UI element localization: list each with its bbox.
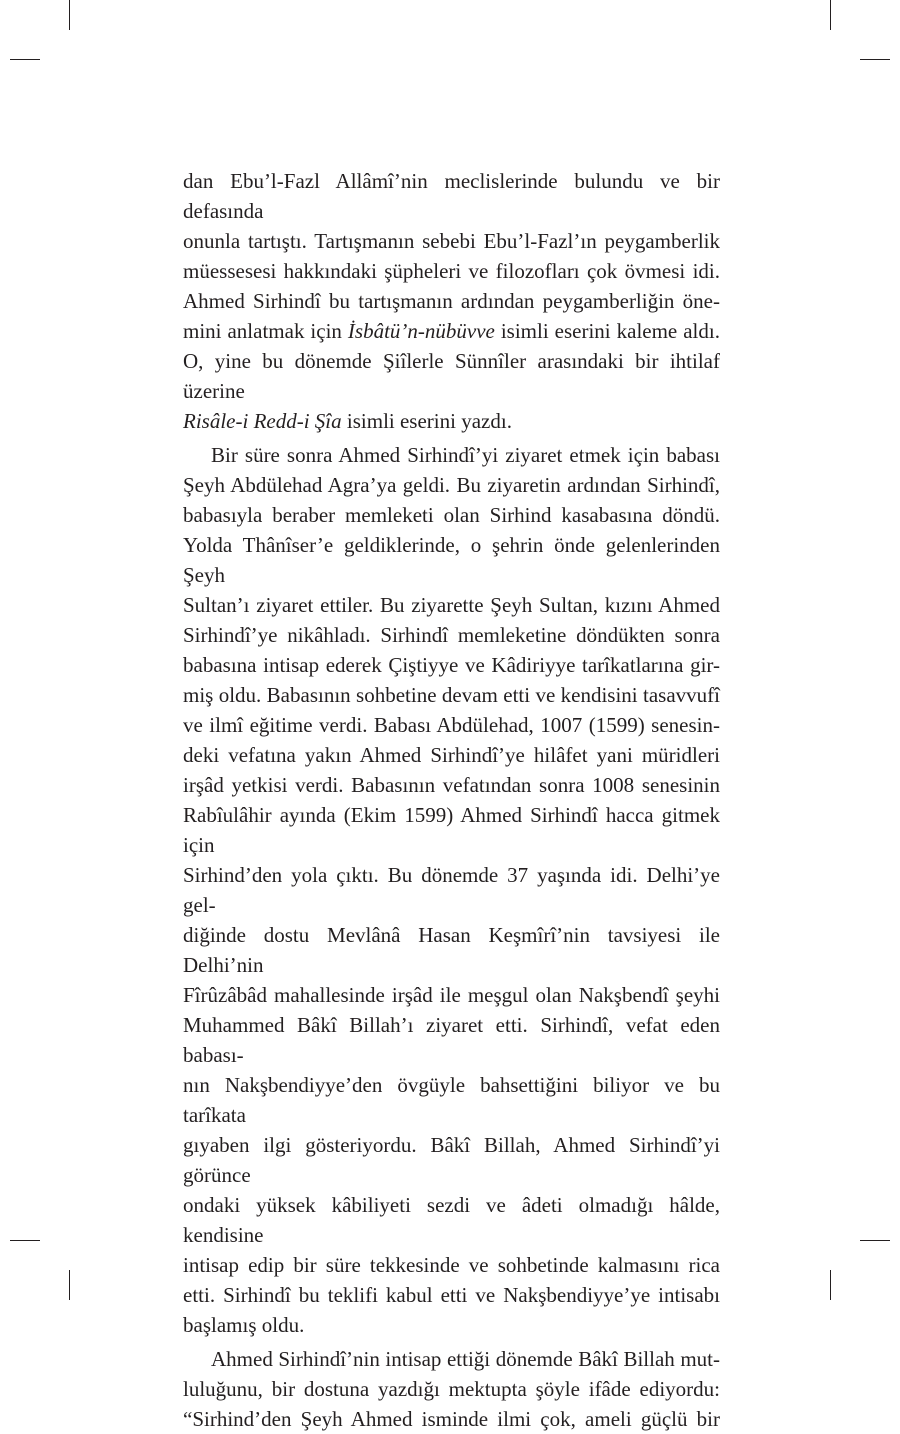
paragraph <box>183 440 720 1340</box>
text-line: Ahmed Sirhindî bu tartışmanın ardından peygamberliğin öne- <box>183 289 720 313</box>
crop-mark-top-left <box>69 0 70 30</box>
text-line: dan Ebu’l-Fazl Allâmî’nin meclislerinde bulundu ve bir defasında <box>183 169 720 223</box>
text-line: Rabîulâhir ayında (Ekim 1599) Ahmed Sirhindî hacca gitmek için <box>183 803 720 857</box>
text-line: O, yine bu dönemde Şiîlerle Sünnîler arasındaki bir ihtilaf üzerine <box>183 349 720 403</box>
paragraph <box>183 1344 720 1434</box>
text-line: Sirhind’den yola çıktı. Bu dönemde 37 yaşında idi. Delhi’ye gel- <box>183 863 720 917</box>
text-line: “Sirhind’den Şeyh Ahmed isminde ilmi çok, ameli güçlü bir <box>183 1407 720 1431</box>
text-line: müessesesi hakkındaki şüpheleri ve filozofları çok övmesi idi. <box>183 259 720 283</box>
book-title-italic: İsbâtü’n-nübüvve <box>347 319 495 343</box>
crop-mark-right-top <box>860 59 890 60</box>
text-line: ondaki yüksek kâbiliyeti sezdi ve âdeti olmadığı hâlde, kendisine <box>183 1193 720 1247</box>
text-line: Risâle-i Redd-i Şîa isimli eserini yazdı. <box>183 409 512 433</box>
crop-mark-right-bottom <box>860 1240 890 1241</box>
text-line: onunla tartıştı. Tartışmanın sebebi Ebu’l-Fazl’ın peygamberlik <box>183 229 720 253</box>
text-line: Sultan’ı ziyaret ettiler. Bu ziyarette Şeyh Sultan, kızını Ahmed <box>183 593 720 617</box>
text-line: babasına intisap ederek Çiştiyye ve Kâdiriyye tarîkatlarına gir- <box>183 653 720 677</box>
text-line: Muhammed Bâkî Billah’ı ziyaret etti. Sirhindî, vefat eden babası- <box>183 1013 720 1067</box>
text-line: Sirhindî’ye nikâhladı. Sirhindî memleketine döndükten sonra <box>183 623 720 647</box>
paragraph <box>183 166 720 436</box>
text-line: Bir süre sonra Ahmed Sirhindî’yi ziyaret etmek için babası <box>211 443 720 467</box>
crop-mark-top-right <box>830 0 831 30</box>
text-line: Fîrûzâbâd mahallesinde irşâd ile meşgul olan Nakşbendî şeyhi <box>183 983 720 1007</box>
book-title-italic: Risâle-i Redd-i Şîa <box>183 409 342 433</box>
text-line: intisap edip bir süre tekkesinde ve sohbetinde kalmasını rica <box>183 1253 720 1277</box>
page-body-text <box>183 166 720 1434</box>
crop-mark-bottom-left <box>69 1270 70 1300</box>
text-line: ve ilmî eğitime verdi. Babası Abdülehad, 1007 (1599) senesin- <box>183 713 720 737</box>
text-line: gıyaben ilgi gösteriyordu. Bâkî Billah, Ahmed Sirhindî’yi görünce <box>183 1133 720 1187</box>
text-line: diğinde dostu Mevlânâ Hasan Keşmîrî’nin tavsiyesi ile Delhi’nin <box>183 923 720 977</box>
text-line: nın Nakşbendiyye’den övgüyle bahsettiğini biliyor ve bu tarîkata <box>183 1073 720 1127</box>
text-line: Ahmed Sirhindî’nin intisap ettiği dönemde Bâkî Billah mut- <box>211 1347 720 1371</box>
crop-mark-left-top <box>10 59 40 60</box>
text-line: etti. Sirhindî bu teklifi kabul etti ve Nakşbendiyye’ye intisabı <box>183 1283 720 1307</box>
text-line: luluğunu, bir dostuna yazdığı mektupta şöyle ifâde ediyordu: <box>183 1377 720 1401</box>
crop-mark-bottom-right <box>830 1270 831 1300</box>
text-line: miş oldu. Babasının sohbetine devam etti ve kendisini tasavvufî <box>183 683 720 707</box>
text-line: mini anlatmak için İsbâtü’n-nübüvve isimli eserini kaleme aldı. <box>183 319 720 343</box>
text-line: başlamış oldu. <box>183 1313 305 1337</box>
crop-mark-left-bottom <box>10 1240 40 1241</box>
text-line: babasıyla beraber memleketi olan Sirhind kasabasına döndü. <box>183 503 720 527</box>
text-line: Yolda Thânîser’e geldiklerinde, o şehrin önde gelenlerinden Şeyh <box>183 533 720 587</box>
text-line: deki vefatına yakın Ahmed Sirhindî’ye hilâfet yani müridleri <box>183 743 720 767</box>
text-line: irşâd yetkisi verdi. Babasının vefatından sonra 1008 senesinin <box>183 773 720 797</box>
text-line: Şeyh Abdülehad Agra’ya geldi. Bu ziyaretin ardından Sirhindî, <box>183 473 720 497</box>
